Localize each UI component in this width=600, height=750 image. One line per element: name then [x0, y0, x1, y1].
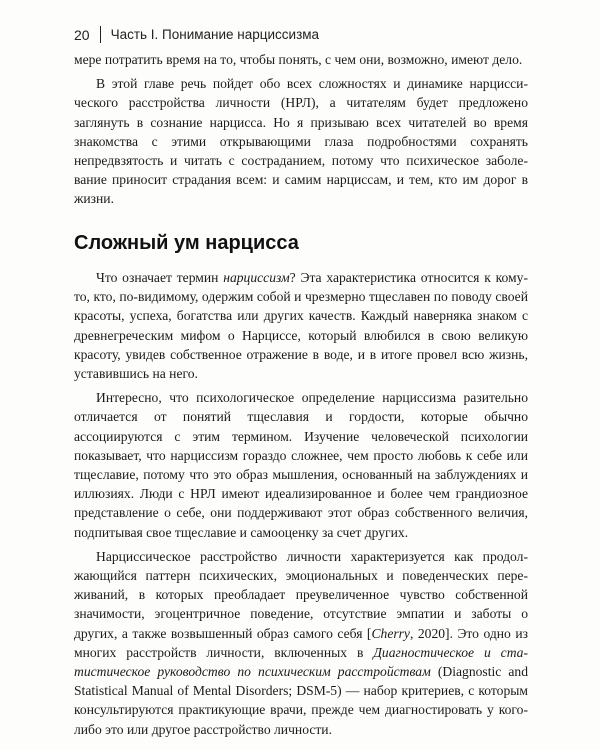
header-divider: [100, 26, 101, 43]
paragraph-npd: [74, 547, 528, 739]
text-run: Нарциссическое расстройство личности характеризуется как продолжающийся паттерн психических, эмоциональных и поведенческих переживаний, в которых преобладает преувеличенное чувство собственной значимости, эгоцентричное поведение, отсутствие эмпатии и заботы о других, а также возвышенный образ самого себя [: [74, 548, 528, 641]
intro-text: [74, 50, 528, 209]
manual-title-italic: Диагностическое и статистическое руководство по психическим расстройствам: [74, 644, 529, 680]
text-run: , 2020]. Это одно из многих расстройств личности, включенных в: [74, 625, 528, 660]
section-heading: Сложный ум нарцисса: [74, 232, 299, 254]
paragraph-chapter-intro: В этой главе речь пойдет обо всех сложностях и динамике нарциссического расстройства личности (НРЛ), а читателям будет предложено заглянуть в сознание нарцисса. Но я призываю всех читателей во время знакомства с этими открывающими глаза подробностями сохранять непредвзятость и читать с состраданием, потому что психическое заболевание приносит страдания всем: и самим нарциссам, и тем, кто им дорог в жизни.: [74, 76, 528, 207]
running-title: Часть I. Понимание нарциссизма: [110, 27, 320, 42]
text-run: Что означает термин: [96, 270, 224, 285]
text-run: (Diagnostic and Statistical Manual of Mental Disorders; DSM-5) — набор критериев, с которым консультируются практикующие врачи, прежде чем диагностировать у кого-либо это или другое расстройство личности.: [74, 664, 528, 737]
text-run: ? Эта характеристика относится к кому-то, кто, по-видимому, одержим собой и чрезмерно тщеславен по поводу своей красоты, успеха, богатства или других качеств. Каждый наверняка знаком с древнегреческим мифом о Нарциссе, который влюбился в свою великую красоту, увидев собственное отражение в воде, и в итоге провел всю жизнь, уставившись на него.: [74, 270, 528, 382]
paragraph-continuation: мере потратить время на то, чтобы понять, с чем они, возможно, имеют дело.: [74, 52, 523, 67]
running-header: [74, 26, 319, 43]
section-text: [74, 268, 528, 739]
citation-author: Cherry: [371, 625, 410, 641]
paragraph-definition: [74, 268, 528, 383]
page-number: 20: [74, 26, 90, 43]
paragraph-psychology: Интересно, что психологическое определение нарциссизма разительно отличается от понятий тщеславия и гордости, которые обычно ассоциируются с этим термином. Изучение человеческой психологии показывает, что нарциссизм гораздо сложнее, чем просто любовь к себе или тщеславие, потому что это образ мышления, основанный на заблуждениях и иллюзиях. Люди с НРЛ имеют идеализированное и более чем грандиозное представление о себе, они поддерживают этот образ собственного величия, подпитывая свое тщеславие и самооценку за счет других.: [74, 390, 528, 540]
term-italic: нарциссизм: [223, 270, 290, 285]
